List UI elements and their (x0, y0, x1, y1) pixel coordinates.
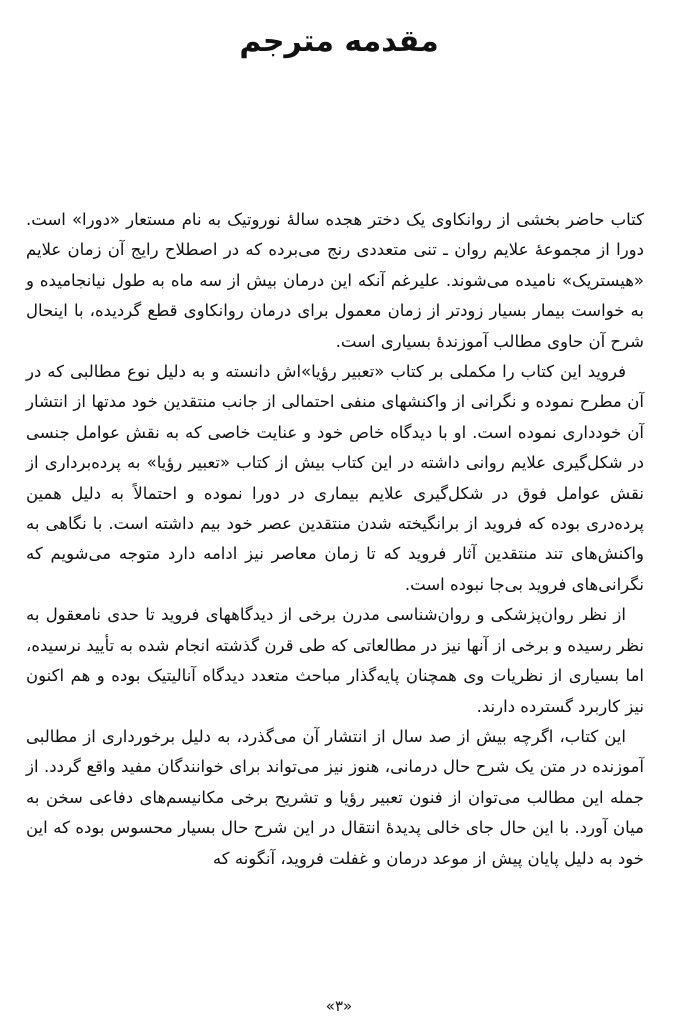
body-text (26, 205, 644, 874)
paragraph-2: فروید این کتاب را مکملی بر کتاب «تعبیر رؤیا»اش دانسته و به دلیل نوع مطالبی که در آن مطرح نموده و نگرانی از واکنشهای منفی احتمالی از جانب منتقدین خود مدتها از انتشار آن خودداری نموده است. او با دیدگاه خاص خود و عنایت خاصی که به نقش عوامل جنسی در شکل‌گیری علایم روانی داشته در این کتاب بیش از کتاب «تعبیر رؤیا» به پرده‌برداری از نقش عوامل فوق در شکل‌گیری علایم بیماری در دورا نموده و احتمالاً به دلیل همین پرده‌دری بوده که فروید از برانگیخته شدن منتقدین عصر خود بیم داشته است. با نگاهی به واکنش‌های تند منتقدین آثار فروید که تا زمان معاصر نیز ادامه دارد متوجه می‌شویم که نگرانی‌های فروید بی‌جا نبوده است. (26, 362, 644, 594)
page-number: «۳» (325, 997, 353, 1015)
paragraph-4: این کتاب، اگرچه بیش از صد سال از انتشار آن می‌گذرد، به دلیل برخورداری از مطالبی آموزنده در متن یک شرح حال درمانی، هنوز نیز می‌تواند برای خوانندگان مفید واقع گردد. از جمله این مطالب می‌توان از فنون تعبیر رؤیا و تشریح برخی مکانیسم‌های دفاعی سخن به میان آورد. با این حال جای خالی پدیدهٔ انتقال در این شرح حال بسیار محسوس بوده که این خود به دلیل پایان پیش از موعد درمان و غفلت فروید، آنگونه که (26, 726, 644, 868)
paragraph-1: کتاب حاضر بخشی از روانکاوی یک دختر هجده سالهٔ نوروتیک به نام مستعار «دورا» است. دورا از مجموعهٔ علایم روان ـ تنی متعددی رنج می‌برده که در اصطلاح رایج آن زمان علایم «هیستریک» نامیده می‌شوند. علیرغم آنکه این درمان بیش از سه ماه به طول نیانجامیده و به خواست بیمار بسیار زودتر از زمان معمول برای درمان روانکاوی قطع گردیده، با اینحال شرح آن حاوی مطالب آموزندهٔ بسیاری است. (26, 210, 644, 351)
paragraph-3: از نظر روان‌پزشکی و روان‌شناسی مدرن برخی از دیدگاههای فروید تا حدی نامعقول به نظر رسیده و برخی از آنها نیز در مطالعاتی که طی قرن گذشته انجام شده به تأیید نرسیده، اما بسیاری از نظریات وی همچنان پایه‌گذار مباحث متعدد دیدگاه آنالیتیک بوده و هم اکنون نیز کاربرد گسترده دارند. (26, 605, 644, 716)
page-title: مقدمه مترجم (239, 24, 439, 59)
